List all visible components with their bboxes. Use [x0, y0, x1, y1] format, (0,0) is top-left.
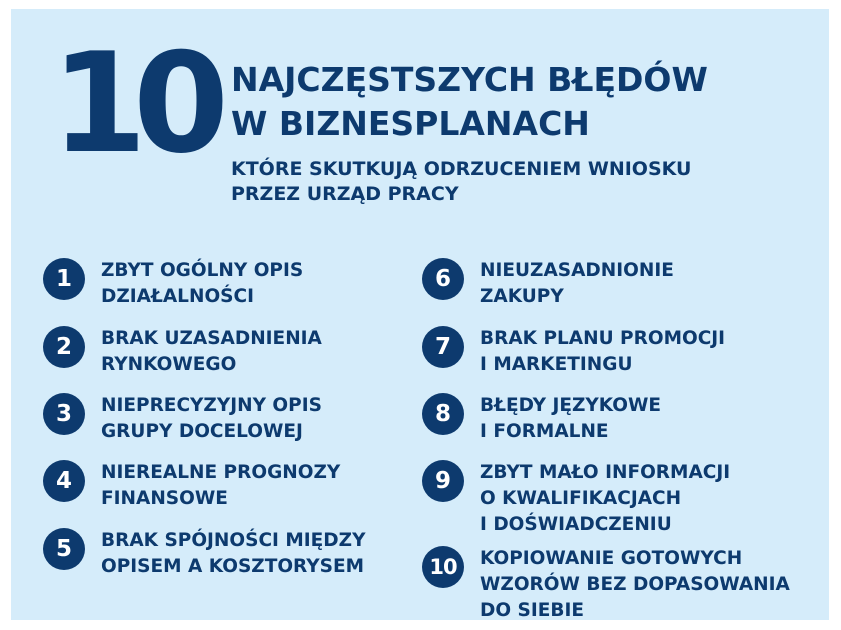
list-item	[422, 460, 730, 538]
list-item	[43, 326, 322, 378]
item-text-line: BŁĘDY JĘZYKOWE	[480, 395, 662, 416]
list-item	[43, 258, 303, 310]
item-text	[480, 546, 790, 624]
item-text-line: I DOŚWIADCZENIU	[480, 514, 672, 535]
item-text-line: ZBYT MAŁO INFORMACJI	[480, 462, 731, 483]
list-item	[43, 460, 340, 512]
item-text-line: NIEREALNE PROGNOZY	[101, 462, 341, 483]
number-badge: 1	[43, 258, 85, 300]
item-text-line: I MARKETINGU	[480, 354, 633, 375]
item-text-line: BRAK UZASADNIENIA	[101, 328, 322, 349]
item-text-line: I FORMALNE	[480, 421, 609, 442]
item-text-line: KOPIOWANIE GOTOWYCH	[480, 548, 743, 569]
item-text-line: NIEPRECYZYJNY OPIS	[101, 395, 322, 416]
item-text	[101, 393, 322, 445]
number-badge: 9	[422, 460, 464, 502]
item-text-line: NIEUZASADNIONIE	[480, 260, 674, 281]
item-text	[101, 258, 303, 310]
number-badge: 8	[422, 393, 464, 435]
number-badge: 4	[43, 460, 85, 502]
number-badge: 6	[422, 258, 464, 300]
item-text	[480, 258, 674, 310]
subtitle-line-2: PRZEZ URZĄD PRACY	[231, 183, 459, 205]
item-text	[101, 528, 365, 580]
list-item	[422, 258, 674, 310]
item-text-line: BRAK SPÓJNOŚCI MIĘDZY	[101, 530, 366, 551]
item-text-line: BRAK PLANU PROMOCJI	[480, 328, 726, 349]
big-number: 10	[51, 23, 216, 184]
item-text-line: O KWALIFIKACJACH	[480, 488, 682, 509]
number-badge: 5	[43, 528, 85, 570]
number-badge: 10	[422, 546, 464, 588]
item-text-line: FINANSOWE	[101, 488, 228, 509]
number-badge: 2	[43, 326, 85, 368]
item-text-line: OPISEM A KOSZTORYSEM	[101, 556, 365, 577]
item-text-line: GRUPY DOCELOWEJ	[101, 421, 303, 442]
item-text-line: ZBYT OGÓLNY OPIS	[101, 260, 304, 281]
item-text-line: DO SIEBIE	[480, 600, 584, 621]
infographic-panel	[11, 9, 829, 620]
list-item	[422, 326, 725, 378]
title-line-2: W BIZNESPLANACH	[231, 104, 590, 143]
list-item	[422, 393, 661, 445]
list-item	[43, 528, 365, 580]
item-text-line: WZORÓW BEZ DOPASOWANIA	[480, 574, 790, 595]
item-text-line: ZAKUPY	[480, 286, 564, 307]
list-item	[422, 546, 790, 624]
item-text	[480, 460, 730, 538]
item-text	[480, 393, 661, 445]
number-badge: 7	[422, 326, 464, 368]
title-line-1: NAJCZĘSTSZYCH BŁĘDÓW	[231, 60, 708, 99]
item-text	[480, 326, 725, 378]
number-badge: 3	[43, 393, 85, 435]
list-item	[43, 393, 322, 445]
item-text	[101, 460, 340, 512]
item-text-line: RYNKOWEGO	[101, 354, 237, 375]
item-text	[101, 326, 322, 378]
subtitle-line-1: KTÓRE SKUTKUJĄ ODRZUCENIEM WNIOSKU	[231, 158, 692, 180]
item-text-line: DZIAŁALNOŚCI	[101, 286, 254, 307]
